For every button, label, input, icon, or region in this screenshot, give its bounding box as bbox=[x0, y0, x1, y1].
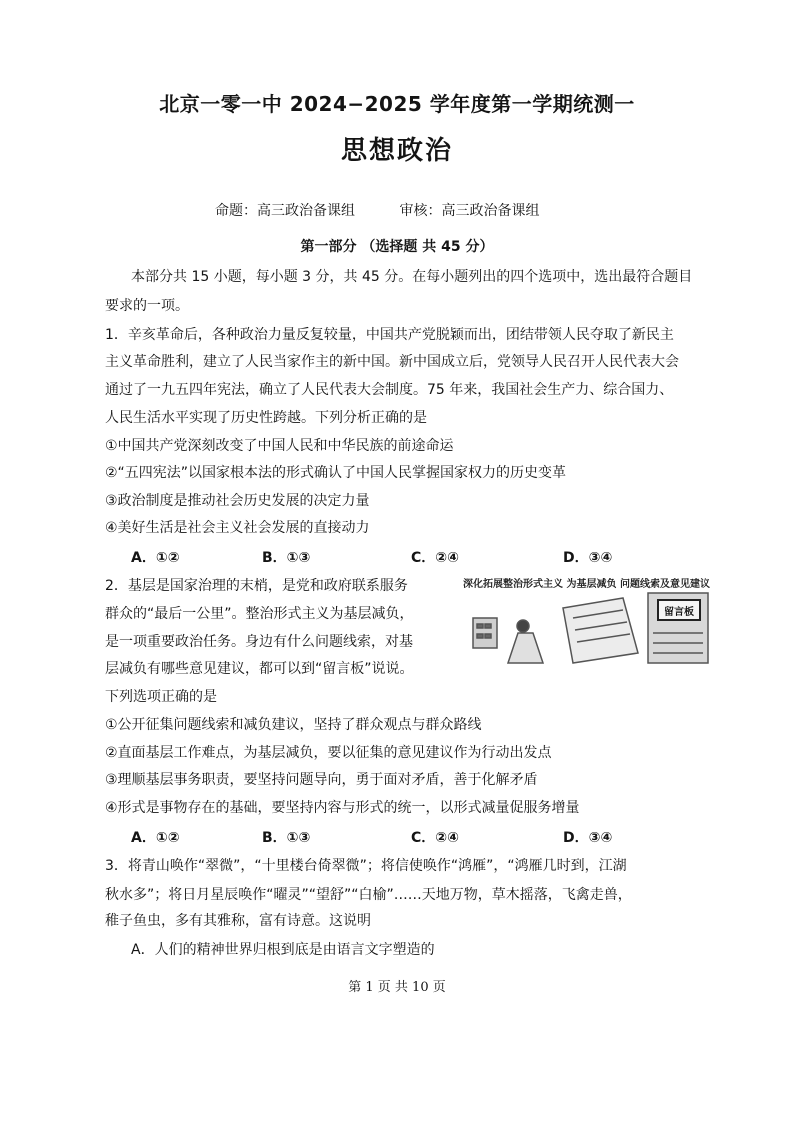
q3-stem-line: 3．将青山唤作“翠微”，“十里楼台倚翠微”；将信使唤作“鸿雁”，“鸿雁几时到，江湖 bbox=[105, 858, 627, 874]
q2-statement: ④形式是事物存在的基础，要坚持内容与形式的统一，以形式减量促服务增量 bbox=[105, 800, 580, 816]
sign-label: 留言板 bbox=[664, 607, 694, 618]
q1-statement: ①中国共产党深刻改变了中国人民和中华民族的前途命运 bbox=[105, 438, 454, 454]
q2-stem-line: 是一项重要政治任务。身边有什么问题线索，对基 bbox=[105, 634, 413, 650]
q1-option-d: D．③④ bbox=[563, 550, 613, 566]
page-footer: 第 1 页 共 10 页 bbox=[348, 980, 446, 995]
q1-stem-line: 1．辛亥革命后，各种政治力量反复较量，中国共产党脱颖而出，团结带领人民夺取了新民主 bbox=[105, 327, 674, 343]
q1-statement: ②“五四宪法”以国家根本法的形式确认了中国人民掌握国家权力的历史变革 bbox=[105, 465, 567, 481]
q3-stem-line: 稚子鱼虫，多有其雅称，富有诗意。这说明 bbox=[105, 913, 371, 929]
q1-stem-line: 主义革命胜利，建立了人民当家作主的新中国。新中国成立后，党领导人民召开人民代表大会 bbox=[105, 354, 679, 370]
q2-option-a: A．①② bbox=[131, 830, 180, 846]
q1-option-a: A．①② bbox=[131, 550, 180, 566]
intro-line: 要求的一项。 bbox=[105, 298, 189, 314]
q2-stem-line: 群众的“最后一公里”。整治形式主义为基层减负， bbox=[105, 606, 414, 622]
q1-option-c: C．②④ bbox=[411, 550, 459, 566]
q2-statement: ②直面基层工作难点，为基层减负，要以征集的意见建议作为行动出发点 bbox=[105, 745, 552, 761]
reviewer: 审核：高三政治备课组 bbox=[399, 203, 540, 219]
q2-statement: ①公开征集问题线索和减负建议，坚持了群众观点与群众路线 bbox=[105, 717, 482, 733]
q3-stem-line: 秋水多”；将日月星辰唤作“曜灵”“望舒”“白榆”……天地万物，草木摇落，飞禽走兽， bbox=[105, 887, 632, 903]
q1-stem-line: 通过了一九五四年宪法，确立了人民代表大会制度。75 年来，我国社会生产力、综合国力、 bbox=[105, 382, 674, 398]
q2-stem-line: 下列选项正确的是 bbox=[105, 689, 217, 705]
q1-statement: ③政治制度是推动社会历史发展的决定力量 bbox=[105, 493, 370, 509]
author: 命题：高三政治备课组 bbox=[215, 203, 355, 219]
q2-option-b: B．①③ bbox=[262, 830, 311, 846]
exam-title: 北京一零一中 2024−2025 学年度第一学期统测一 bbox=[159, 92, 635, 116]
q1-statement: ④美好生活是社会主义社会发展的直接动力 bbox=[105, 520, 370, 536]
q2-option-c: C．②④ bbox=[411, 830, 459, 846]
q3-option-a: A．人们的精神世界归根到底是由语言文字塑造的 bbox=[131, 942, 435, 958]
q2-option-d: D．③④ bbox=[563, 830, 613, 846]
q2-stem-line: 2．基层是国家治理的末梢，是党和政府联系服务 bbox=[105, 578, 408, 594]
q1-option-b: B．①③ bbox=[262, 550, 311, 566]
subject-title: 思想政治 bbox=[340, 136, 453, 166]
illustration-caption: 深化拓展整治形式主义 为基层减负 问题线索及意见建议 bbox=[463, 579, 710, 590]
q2-statement: ③理顺基层事务职责，要坚持问题导向，勇于面对矛盾，善于化解矛盾 bbox=[105, 772, 538, 788]
illustration-graphic bbox=[463, 578, 725, 670]
message-board-illustration bbox=[463, 578, 725, 670]
section-heading: 第一部分 （选择题 共 45 分） bbox=[300, 239, 494, 255]
q2-stem-line: 层减负有哪些意见建议，都可以到“留言板”说说。 bbox=[105, 661, 414, 677]
author-line bbox=[215, 200, 579, 220]
intro-line: 本部分共 15 小题，每小题 3 分，共 45 分。在每小题列出的四个选项中，选出最符合题目 bbox=[131, 269, 693, 285]
q1-stem-line: 人民生活水平实现了历史性跨越。下列分析正确的是 bbox=[105, 410, 427, 426]
